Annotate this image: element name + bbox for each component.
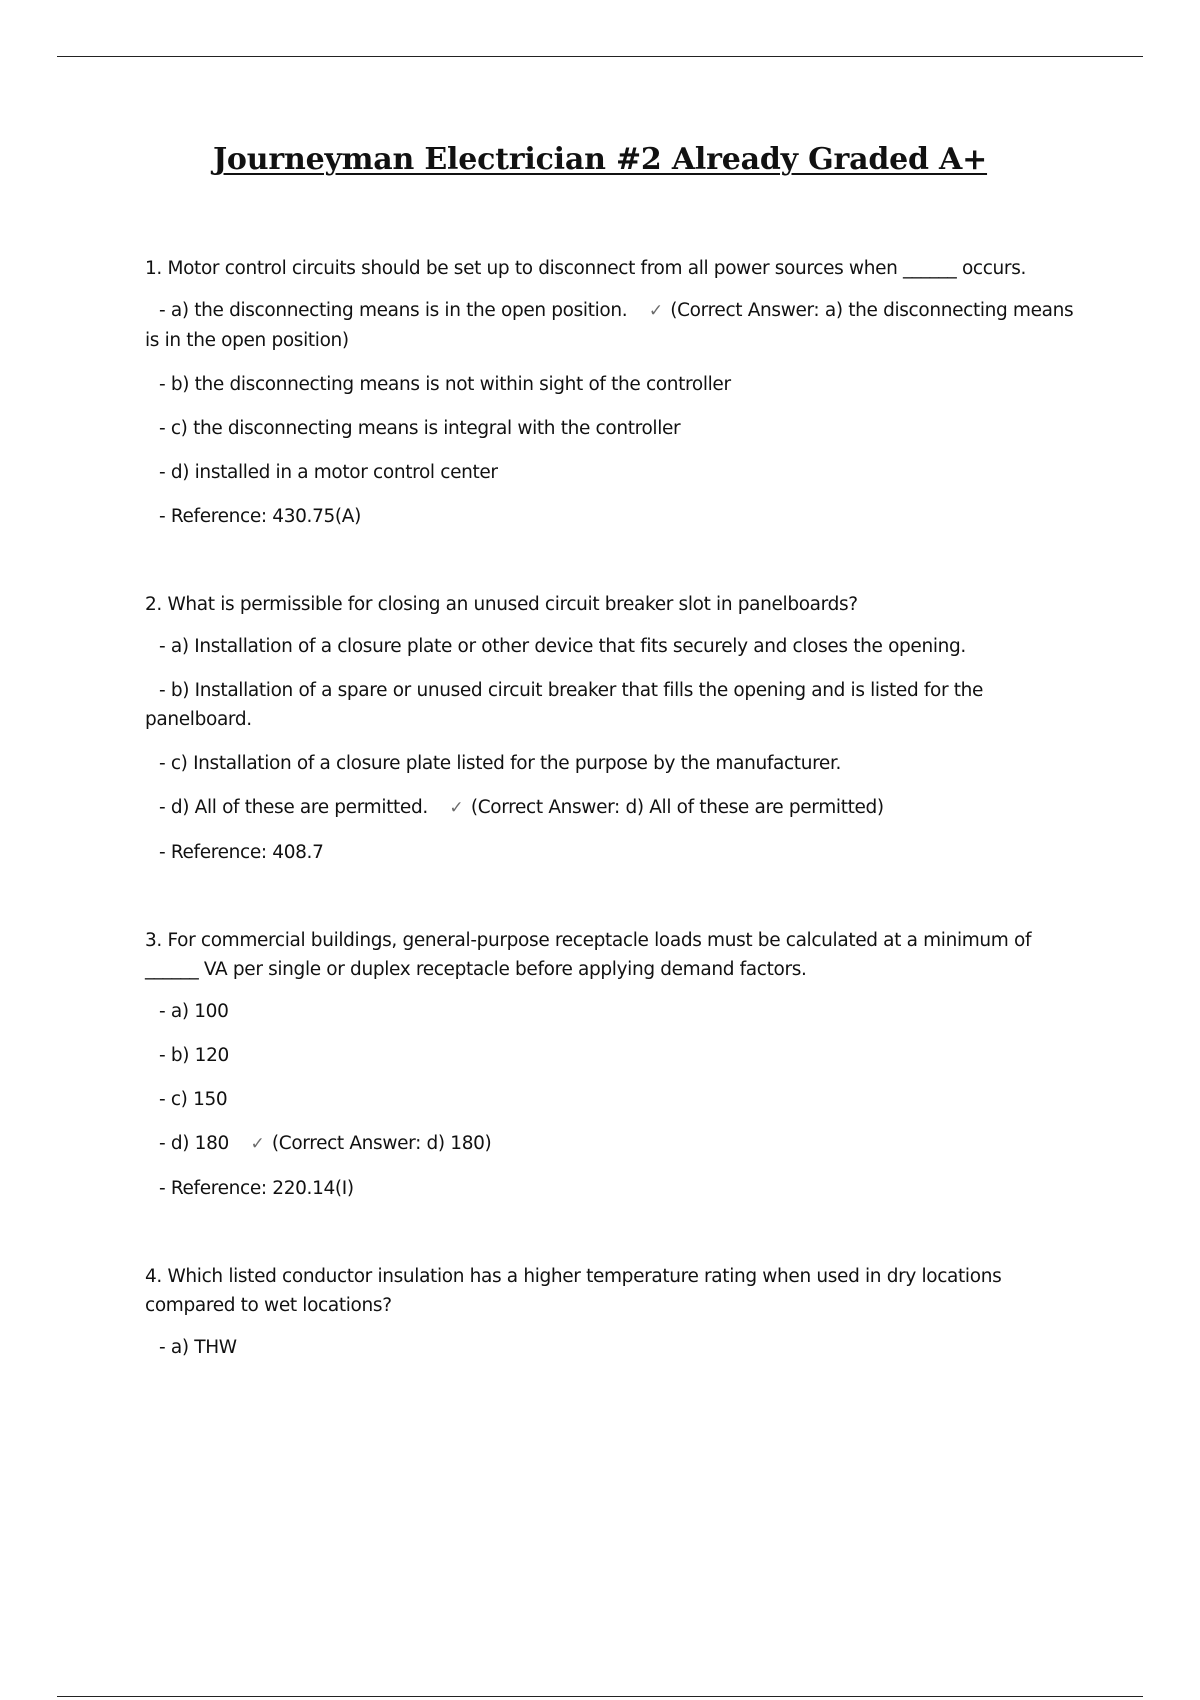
question-2 <box>145 590 1090 867</box>
question-1 <box>145 254 1090 531</box>
question-text: 2. What is permissible for closing an unused circuit breaker slot in panelboards? <box>145 594 858 615</box>
option-text: - d) 180 <box>159 1133 229 1154</box>
document-title: Journeyman Electrician #2 Already Graded A+ <box>212 142 988 177</box>
answer-option-b: - b) the disconnecting means is not within sight of the controller <box>159 374 731 395</box>
check-mark-icon: ✓ <box>648 301 663 321</box>
answer-option-b: - b) 120 <box>159 1045 229 1066</box>
answer-option-d <box>145 793 1090 823</box>
answer-option-c: - c) Installation of a closure plate listed for the purpose by the manufacturer. <box>159 753 842 774</box>
question-list <box>145 254 1090 1362</box>
check-mark-icon: ✓ <box>449 798 464 818</box>
option-text: - a) the disconnecting means is in the open position. <box>159 300 628 321</box>
reference-line: - Reference: 220.14(I) <box>159 1178 354 1199</box>
question-3 <box>145 926 1090 1203</box>
answer-option-c: - c) the disconnecting means is integral with the controller <box>159 418 681 439</box>
answer-option-b: - b) Installation of a spare or unused circuit breaker that fills the opening and is listed for the panelboard. <box>145 680 984 730</box>
question-text: 1. Motor control circuits should be set up to disconnect from all power sources when ______ occurs. <box>145 258 1027 279</box>
correct-answer-note: (Correct Answer: a) the disconnecting means is in the open position) <box>145 300 1074 351</box>
answer-option-d: - d) installed in a motor control center <box>159 462 498 483</box>
question-text: 3. For commercial buildings, general-purpose receptacle loads must be calculated at a minimum of ______ VA per single or duplex receptacle before applying demand factors. <box>145 930 1032 980</box>
correct-answer-note: (Correct Answer: d) All of these are permitted) <box>470 797 884 818</box>
answer-option-a: - a) 100 <box>159 1001 229 1022</box>
answer-option-a: - a) THW <box>159 1337 237 1358</box>
correct-answer-note: (Correct Answer: d) 180) <box>271 1133 492 1154</box>
answer-option-c: - c) 150 <box>159 1089 228 1110</box>
option-text: - d) All of these are permitted. <box>159 797 428 818</box>
reference-line: - Reference: 430.75(A) <box>159 506 361 527</box>
question-4 <box>145 1262 1090 1362</box>
footer-rule <box>57 1696 1143 1697</box>
question-text: 4. Which listed conductor insulation has a higher temperature rating when used in dry locations compared to wet locations? <box>145 1266 1002 1316</box>
answer-option-d <box>145 1129 1090 1159</box>
check-mark-icon: ✓ <box>250 1134 265 1154</box>
answer-option-a: - a) Installation of a closure plate or other device that fits securely and closes the opening. <box>159 636 966 657</box>
reference-line: - Reference: 408.7 <box>159 842 324 863</box>
answer-option-a <box>145 296 1090 355</box>
header-rule <box>57 56 1143 57</box>
